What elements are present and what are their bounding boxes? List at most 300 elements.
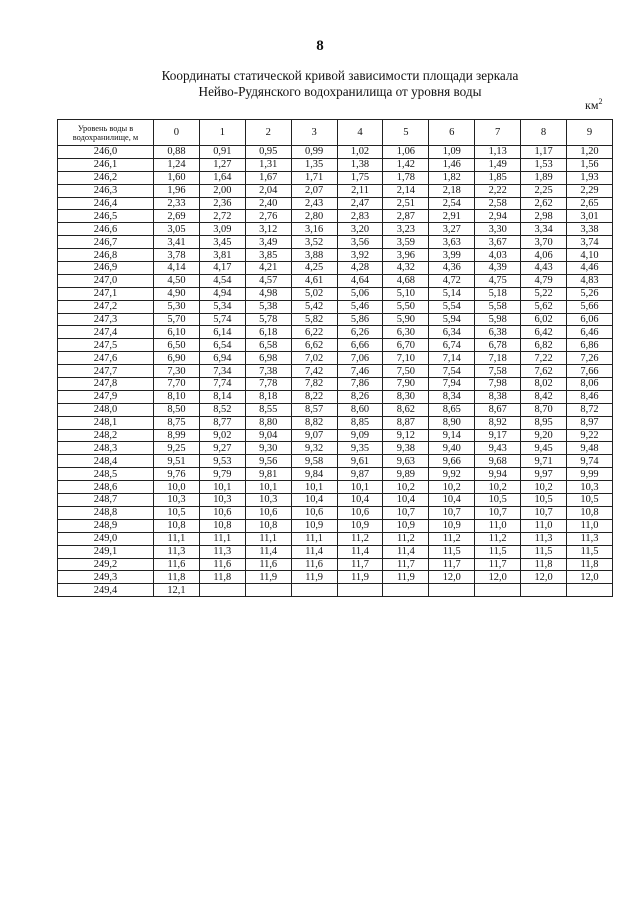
table-cell: 9,02	[199, 429, 245, 442]
table-cell: 11,0	[475, 519, 521, 532]
table-cell: 8,80	[245, 416, 291, 429]
table-cell: 3,85	[245, 249, 291, 262]
table-cell: 5,06	[337, 287, 383, 300]
table-cell: 4,03	[475, 249, 521, 262]
table-cell: 4,61	[291, 274, 337, 287]
table-cell: 11,7	[475, 558, 521, 571]
table-cell: 9,48	[567, 442, 613, 455]
table-row	[58, 416, 613, 429]
table-cell: 1,75	[337, 171, 383, 184]
table-cell: 10,3	[567, 481, 613, 494]
table-row	[58, 158, 613, 171]
table-row	[58, 287, 613, 300]
table-cell: 5,14	[429, 287, 475, 300]
header-col: 1	[199, 120, 245, 146]
table-cell: 8,52	[199, 403, 245, 416]
table-cell: 5,66	[567, 300, 613, 313]
table-cell: 1,46	[429, 158, 475, 171]
table-cell: 11,8	[567, 558, 613, 571]
table-cell: 6,94	[199, 352, 245, 365]
table-cell: 4,72	[429, 274, 475, 287]
table-cell: 2,00	[199, 184, 245, 197]
table-cell: 10,6	[199, 506, 245, 519]
table-cell: 3,09	[199, 223, 245, 236]
table-cell: 8,67	[475, 403, 521, 416]
header-col: 7	[475, 120, 521, 146]
table-cell: 5,50	[383, 300, 429, 313]
table-cell: 10,8	[245, 519, 291, 532]
table-cell: 6,18	[245, 326, 291, 339]
table-cell: 6,38	[475, 326, 521, 339]
header-col: 6	[429, 120, 475, 146]
table-cell	[429, 584, 475, 597]
table-cell: 9,04	[245, 429, 291, 442]
header-col: 0	[154, 120, 200, 146]
table-cell: 9,51	[154, 455, 200, 468]
table-cell: 6,58	[245, 339, 291, 352]
table-cell: 1,89	[521, 171, 567, 184]
row-level: 246,8	[58, 249, 154, 262]
table-cell: 1,02	[337, 146, 383, 159]
table-cell: 9,12	[383, 429, 429, 442]
table-cell: 9,40	[429, 442, 475, 455]
table-cell: 2,54	[429, 197, 475, 210]
table-cell: 9,99	[567, 468, 613, 481]
table-cell: 6,34	[429, 326, 475, 339]
table-cell: 7,66	[567, 365, 613, 378]
table-cell: 2,94	[475, 210, 521, 223]
table-cell: 2,40	[245, 197, 291, 210]
table-row	[58, 184, 613, 197]
table-cell	[291, 584, 337, 597]
table-cell: 7,86	[337, 378, 383, 391]
table-cell: 10,2	[475, 481, 521, 494]
row-level: 248,3	[58, 442, 154, 455]
table-body	[58, 146, 613, 597]
table-cell: 3,38	[567, 223, 613, 236]
table-cell: 3,63	[429, 236, 475, 249]
row-level: 248,2	[58, 429, 154, 442]
row-level: 248,5	[58, 468, 154, 481]
table-cell: 11,8	[154, 571, 200, 584]
table-cell: 1,38	[337, 158, 383, 171]
table-cell: 11,4	[337, 545, 383, 558]
table-cell: 8,50	[154, 403, 200, 416]
table-cell: 3,96	[383, 249, 429, 262]
table-cell: 11,9	[383, 571, 429, 584]
title-line-1: Координаты статической кривой зависимости площади зеркала	[161, 68, 519, 83]
table-cell: 4,90	[154, 287, 200, 300]
row-level: 247,0	[58, 274, 154, 287]
table-cell: 7,02	[291, 352, 337, 365]
table-cell: 7,38	[245, 365, 291, 378]
table-row	[58, 365, 613, 378]
table-cell: 10,3	[245, 494, 291, 507]
table-cell: 3,20	[337, 223, 383, 236]
table-row	[58, 442, 613, 455]
table-cell: 9,66	[429, 455, 475, 468]
header-col: 8	[521, 120, 567, 146]
row-level: 249,1	[58, 545, 154, 558]
table-cell: 3,23	[383, 223, 429, 236]
table-cell: 7,78	[245, 378, 291, 391]
table-cell: 11,8	[521, 558, 567, 571]
table-cell: 6,98	[245, 352, 291, 365]
table-cell: 1,56	[567, 158, 613, 171]
page-number: 8	[316, 38, 324, 54]
table-cell: 3,05	[154, 223, 200, 236]
row-level: 248,8	[58, 506, 154, 519]
table-cell	[245, 584, 291, 597]
table-cell: 1,67	[245, 171, 291, 184]
table-cell: 7,98	[475, 378, 521, 391]
row-level: 248,1	[58, 416, 154, 429]
table-cell: 4,17	[199, 262, 245, 275]
table-cell: 4,98	[245, 287, 291, 300]
table-cell: 10,1	[199, 481, 245, 494]
table-cell: 3,81	[199, 249, 245, 262]
table-cell: 2,43	[291, 197, 337, 210]
table-cell: 3,52	[291, 236, 337, 249]
table-cell: 9,25	[154, 442, 200, 455]
table-cell: 5,22	[521, 287, 567, 300]
table-cell: 7,42	[291, 365, 337, 378]
table-cell: 8,95	[521, 416, 567, 429]
table-cell: 8,60	[337, 403, 383, 416]
table-cell: 6,42	[521, 326, 567, 339]
table-cell: 9,71	[521, 455, 567, 468]
table-cell: 9,87	[337, 468, 383, 481]
table-cell: 11,6	[154, 558, 200, 571]
table-cell	[337, 584, 383, 597]
table-cell: 4,06	[521, 249, 567, 262]
table-cell: 2,18	[429, 184, 475, 197]
table-cell: 9,63	[383, 455, 429, 468]
table-cell: 5,74	[199, 313, 245, 326]
table-row	[58, 171, 613, 184]
row-level: 247,3	[58, 313, 154, 326]
table-cell: 11,6	[245, 558, 291, 571]
header-col: 2	[245, 120, 291, 146]
table-row	[58, 146, 613, 159]
table-cell: 8,72	[567, 403, 613, 416]
row-level: 249,4	[58, 584, 154, 597]
table-cell: 2,98	[521, 210, 567, 223]
table-cell: 9,14	[429, 429, 475, 442]
table-cell: 2,33	[154, 197, 200, 210]
table-cell: 1,06	[383, 146, 429, 159]
table-cell: 2,58	[475, 197, 521, 210]
table-cell	[521, 584, 567, 597]
document-title	[40, 68, 640, 100]
table-cell: 9,35	[337, 442, 383, 455]
table-cell: 4,10	[567, 249, 613, 262]
table-cell: 3,12	[245, 223, 291, 236]
header-col: 3	[291, 120, 337, 146]
title-line-2: Нейво-Рудянского водохранилища от уровня воды	[198, 84, 482, 99]
table-row	[58, 558, 613, 571]
table-cell: 4,32	[383, 262, 429, 275]
table-cell: 6,14	[199, 326, 245, 339]
table-cell: 10,5	[475, 494, 521, 507]
header-col: 4	[337, 120, 383, 146]
table-cell: 3,56	[337, 236, 383, 249]
table-cell: 9,61	[337, 455, 383, 468]
table-cell: 11,5	[521, 545, 567, 558]
table-cell: 8,06	[567, 378, 613, 391]
table-cell: 10,4	[337, 494, 383, 507]
table-cell: 10,9	[429, 519, 475, 532]
table-cell: 10,7	[475, 506, 521, 519]
unit-label	[585, 97, 602, 113]
table-cell: 3,49	[245, 236, 291, 249]
table-cell: 12,1	[154, 584, 200, 597]
table-cell: 10,7	[383, 506, 429, 519]
table-cell: 0,95	[245, 146, 291, 159]
table-cell: 1,13	[475, 146, 521, 159]
header-col: 5	[383, 120, 429, 146]
table-row	[58, 494, 613, 507]
table-cell: 11,5	[429, 545, 475, 558]
table-cell: 2,83	[337, 210, 383, 223]
table-cell: 12,0	[475, 571, 521, 584]
table-cell: 12,0	[429, 571, 475, 584]
table-cell: 11,2	[383, 532, 429, 545]
table-cell: 0,91	[199, 146, 245, 159]
table-cell: 8,10	[154, 390, 200, 403]
table-cell: 8,18	[245, 390, 291, 403]
table-row	[58, 519, 613, 532]
table-cell: 8,14	[199, 390, 245, 403]
row-level: 247,4	[58, 326, 154, 339]
row-level: 246,2	[58, 171, 154, 184]
table-cell: 8,87	[383, 416, 429, 429]
table-cell: 11,4	[383, 545, 429, 558]
table-cell: 3,88	[291, 249, 337, 262]
table-cell: 9,58	[291, 455, 337, 468]
table-cell: 6,50	[154, 339, 200, 352]
row-level: 248,7	[58, 494, 154, 507]
table-cell: 8,57	[291, 403, 337, 416]
table-cell: 4,83	[567, 274, 613, 287]
table-cell: 5,90	[383, 313, 429, 326]
table-cell: 4,57	[245, 274, 291, 287]
table-cell: 9,22	[567, 429, 613, 442]
table-cell: 6,90	[154, 352, 200, 365]
row-level: 246,5	[58, 210, 154, 223]
table-cell: 8,30	[383, 390, 429, 403]
table-cell: 5,98	[475, 313, 521, 326]
table-cell: 0,99	[291, 146, 337, 159]
table-cell: 5,70	[154, 313, 200, 326]
table-cell: 2,72	[199, 210, 245, 223]
row-level: 249,0	[58, 532, 154, 545]
table-cell: 5,62	[521, 300, 567, 313]
table-cell: 6,02	[521, 313, 567, 326]
table-cell: 11,6	[291, 558, 337, 571]
table-cell: 3,59	[383, 236, 429, 249]
table-cell: 7,06	[337, 352, 383, 365]
table-cell: 9,32	[291, 442, 337, 455]
table-cell: 6,54	[199, 339, 245, 352]
table-cell: 6,66	[337, 339, 383, 352]
table-cell: 10,1	[337, 481, 383, 494]
table-cell: 2,04	[245, 184, 291, 197]
table-cell: 5,02	[291, 287, 337, 300]
table-cell: 8,82	[291, 416, 337, 429]
table-cell: 11,2	[429, 532, 475, 545]
table-cell: 5,30	[154, 300, 200, 313]
table-cell: 5,38	[245, 300, 291, 313]
table-cell: 1,71	[291, 171, 337, 184]
table-row	[58, 481, 613, 494]
table-cell: 2,69	[154, 210, 200, 223]
table-row	[58, 352, 613, 365]
table-row	[58, 313, 613, 326]
row-level: 246,7	[58, 236, 154, 249]
table-cell: 1,42	[383, 158, 429, 171]
table-row	[58, 571, 613, 584]
table-row	[58, 210, 613, 223]
table-cell: 11,1	[245, 532, 291, 545]
table-row	[58, 455, 613, 468]
table-row	[58, 223, 613, 236]
table-cell: 11,2	[337, 532, 383, 545]
row-level: 247,2	[58, 300, 154, 313]
row-level: 247,7	[58, 365, 154, 378]
table-row	[58, 197, 613, 210]
table-cell: 2,29	[567, 184, 613, 197]
table-cell: 2,47	[337, 197, 383, 210]
table-cell: 11,4	[291, 545, 337, 558]
table-cell: 8,97	[567, 416, 613, 429]
table-header-row	[58, 120, 613, 146]
table-cell: 7,26	[567, 352, 613, 365]
table-cell: 7,30	[154, 365, 200, 378]
table-cell: 7,74	[199, 378, 245, 391]
table-cell: 10,5	[154, 506, 200, 519]
row-level: 248,9	[58, 519, 154, 532]
row-level: 246,6	[58, 223, 154, 236]
table-cell	[199, 584, 245, 597]
table-cell: 5,26	[567, 287, 613, 300]
table-cell: 1,93	[567, 171, 613, 184]
table-cell: 7,62	[521, 365, 567, 378]
table-cell: 10,7	[429, 506, 475, 519]
table-cell: 3,74	[567, 236, 613, 249]
table-cell: 1,17	[521, 146, 567, 159]
table-cell: 3,92	[337, 249, 383, 262]
table-cell: 1,09	[429, 146, 475, 159]
table-row	[58, 403, 613, 416]
table-cell: 6,30	[383, 326, 429, 339]
table-cell: 7,70	[154, 378, 200, 391]
table-cell: 8,26	[337, 390, 383, 403]
table-cell: 7,50	[383, 365, 429, 378]
table-cell: 10,2	[383, 481, 429, 494]
table-cell: 4,46	[567, 262, 613, 275]
table-cell: 9,92	[429, 468, 475, 481]
table-cell: 7,34	[199, 365, 245, 378]
table-cell: 10,3	[154, 494, 200, 507]
table-cell: 9,74	[567, 455, 613, 468]
table-cell: 11,3	[567, 532, 613, 545]
table-cell: 8,90	[429, 416, 475, 429]
row-level: 247,6	[58, 352, 154, 365]
table-cell: 1,64	[199, 171, 245, 184]
table-cell: 1,24	[154, 158, 200, 171]
table-cell: 11,1	[291, 532, 337, 545]
table-cell: 2,62	[521, 197, 567, 210]
table-cell: 2,07	[291, 184, 337, 197]
table-cell: 9,89	[383, 468, 429, 481]
table-cell: 9,97	[521, 468, 567, 481]
row-level: 249,2	[58, 558, 154, 571]
table-row	[58, 249, 613, 262]
table-cell: 8,38	[475, 390, 521, 403]
table-cell: 2,36	[199, 197, 245, 210]
table-cell: 1,96	[154, 184, 200, 197]
table-cell: 11,0	[567, 519, 613, 532]
table-cell: 10,9	[291, 519, 337, 532]
table-cell: 11,5	[567, 545, 613, 558]
table-cell	[383, 584, 429, 597]
table-cell: 1,85	[475, 171, 521, 184]
table-cell: 8,62	[383, 403, 429, 416]
table-row	[58, 390, 613, 403]
table-cell: 3,67	[475, 236, 521, 249]
table-cell: 4,79	[521, 274, 567, 287]
table-cell: 5,34	[199, 300, 245, 313]
table-cell: 5,78	[245, 313, 291, 326]
table-cell: 4,64	[337, 274, 383, 287]
table-cell: 4,14	[154, 262, 200, 275]
table-cell: 6,06	[567, 313, 613, 326]
row-level: 248,0	[58, 403, 154, 416]
table-cell: 3,34	[521, 223, 567, 236]
table-cell: 1,82	[429, 171, 475, 184]
area-level-table	[57, 119, 613, 597]
table-cell: 11,7	[383, 558, 429, 571]
row-level: 246,4	[58, 197, 154, 210]
table-row	[58, 300, 613, 313]
table-cell: 9,43	[475, 442, 521, 455]
table-cell: 9,53	[199, 455, 245, 468]
table-cell: 1,53	[521, 158, 567, 171]
table-cell: 4,54	[199, 274, 245, 287]
table-cell: 8,22	[291, 390, 337, 403]
table-cell: 12,0	[567, 571, 613, 584]
table-cell: 2,87	[383, 210, 429, 223]
table-cell: 2,80	[291, 210, 337, 223]
table-cell: 1,78	[383, 171, 429, 184]
table-cell: 6,22	[291, 326, 337, 339]
table-cell: 4,39	[475, 262, 521, 275]
table-cell: 9,79	[199, 468, 245, 481]
table-cell: 2,65	[567, 197, 613, 210]
table-cell: 10,0	[154, 481, 200, 494]
table-cell: 2,22	[475, 184, 521, 197]
table-cell: 10,9	[337, 519, 383, 532]
table-cell: 1,60	[154, 171, 200, 184]
table-row	[58, 378, 613, 391]
table-cell: 5,18	[475, 287, 521, 300]
table-cell: 5,86	[337, 313, 383, 326]
table-row	[58, 429, 613, 442]
table-cell: 9,84	[291, 468, 337, 481]
table-cell: 11,3	[521, 532, 567, 545]
table-cell: 11,5	[475, 545, 521, 558]
